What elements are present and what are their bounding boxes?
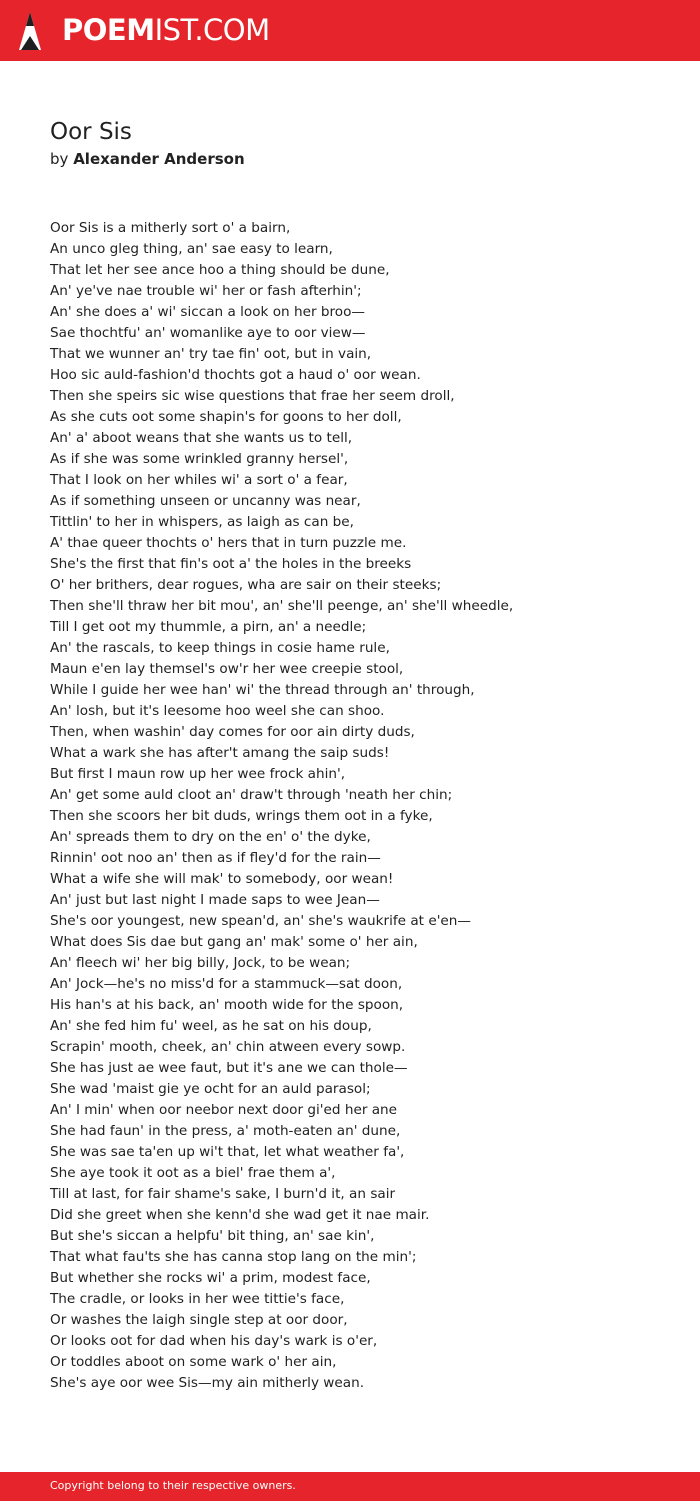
byline xyxy=(50,148,245,170)
poem-line: O' her brithers, dear rogues, wha are sair on their steeks; xyxy=(50,577,442,593)
poem-line: An' Jock—he's no miss'd for a stammuck—sat doon, xyxy=(50,976,403,992)
poem-line: An' a' aboot weans that she wants us to tell, xyxy=(50,430,353,446)
poem-line: Or looks oot for dad when his day's wark is o'er, xyxy=(50,1333,378,1349)
poem-line: Did she greet when she kenn'd she wad get it nae mair. xyxy=(50,1207,430,1223)
copyright-text: Copyright belong to their respective owners. xyxy=(50,1479,296,1492)
poem-line: Rinnin' oot noo an' then as if fley'd for the rain— xyxy=(50,850,381,866)
poem-title: Oor Sis xyxy=(50,119,132,145)
author-name: Alexander Anderson xyxy=(73,150,245,168)
poem-line: She wad 'maist gie ye ocht for an auld parasol; xyxy=(50,1081,371,1097)
poem-line: She had faun' in the press, a' moth-eaten an' dune, xyxy=(50,1123,401,1139)
poem-line: An' fleech wi' her big billy, Jock, to be wean; xyxy=(50,955,351,971)
poem-line: Then, when washin' day comes for oor ain dirty duds, xyxy=(50,724,415,740)
brand-bold: POEM xyxy=(62,13,155,47)
poem-line: While I guide her wee han' wi' the thread through an' through, xyxy=(50,682,475,698)
poem-line: A' thae queer thochts o' hers that in turn puzzle me. xyxy=(50,535,407,551)
poem-line: But whether she rocks wi' a prim, modest face, xyxy=(50,1270,371,1286)
poem-line: Maun e'en lay themsel's ow'r her wee creepie stool, xyxy=(50,661,404,677)
poem-line: Oor Sis is a mitherly sort o' a bairn, xyxy=(50,220,291,236)
poem-line: As if something unseen or uncanny was near, xyxy=(50,493,361,509)
by-label: by xyxy=(50,150,69,168)
poem-line: She's oor youngest, new spean'd, an' she's waukrife at e'en— xyxy=(50,913,472,929)
poem-line: She aye took it oot as a biel' frae them a', xyxy=(50,1165,336,1181)
poem-line: She was sae ta'en up wi't that, let what weather fa', xyxy=(50,1144,405,1160)
poem-line: An' the rascals, to keep things in cosie hame rule, xyxy=(50,640,390,656)
pencil-tip-icon xyxy=(17,10,43,52)
poem-line: What a wark she has after't amang the saip suds! xyxy=(50,745,390,761)
poem-line: Then she speirs sic wise questions that frae her seem droll, xyxy=(50,388,455,404)
poem-line: That we wunner an' try tae fin' oot, but in vain, xyxy=(50,346,372,362)
poem-line: Then she scoors her bit duds, wrings them oot in a fyke, xyxy=(50,808,433,824)
poem-line: Or washes the laigh single step at oor door, xyxy=(50,1312,348,1328)
poem-line: His han's at his back, an' mooth wide for the spoon, xyxy=(50,997,404,1013)
poem-line: An unco gleg thing, an' sae easy to learn, xyxy=(50,241,333,257)
poem-line: Scrapin' mooth, cheek, an' chin atween every sowp. xyxy=(50,1039,406,1055)
poem-line: Then she'll thraw her bit mou', an' she'll peenge, an' she'll wheedle, xyxy=(50,598,514,614)
poem-line: She has just ae wee faut, but it's ane we can thole— xyxy=(50,1060,408,1076)
poem-line: But she's siccan a helpfu' bit thing, an' sae kin', xyxy=(50,1228,375,1244)
site-footer xyxy=(0,1472,700,1501)
poem-line: That what fau'ts she has canna stop lang on the min'; xyxy=(50,1249,417,1265)
poem-line: What a wife she will mak' to somebody, oor wean! xyxy=(50,871,394,887)
poem-line: She's the first that fin's oot a' the holes in the breeks xyxy=(50,556,412,572)
poem-line: As if she was some wrinkled granny hersel', xyxy=(50,451,349,467)
poem-line: The cradle, or looks in her wee tittie's face, xyxy=(50,1291,345,1307)
poem-line: An' just but last night I made saps to wee Jean— xyxy=(50,892,380,908)
site-logo-link[interactable] xyxy=(62,11,270,49)
poem-line: An' get some auld cloot an' draw't through 'neath her chin; xyxy=(50,787,453,803)
poem-line: Hoo sic auld-fashion'd thochts got a haud o' oor wean. xyxy=(50,367,421,383)
poem-line: She's aye oor wee Sis—my ain mitherly wean. xyxy=(50,1375,365,1391)
poem-line: An' ye've nae trouble wi' her or fash afterhin'; xyxy=(50,283,362,299)
poem-line: An' she does a' wi' siccan a look on her broo— xyxy=(50,304,366,320)
poem-line: An' she fed him fu' weel, as he sat on his doup, xyxy=(50,1018,372,1034)
poem-line: What does Sis dae but gang an' mak' some o' her ain, xyxy=(50,934,418,950)
poem-line: Till at last, for fair shame's sake, I burn'd it, an sair xyxy=(50,1186,396,1202)
poem-line: That I look on her whiles wi' a sort o' a fear, xyxy=(50,472,348,488)
poem-line: Till I get oot my thummle, a pirn, an' a needle; xyxy=(50,619,367,635)
brand-light: IST.COM xyxy=(154,13,270,47)
poem-line: But first I maun row up her wee frock ahin', xyxy=(50,766,346,782)
poem-line: An' losh, but it's leesome hoo weel she can shoo. xyxy=(50,703,385,719)
poem-line: As she cuts oot some shapin's for goons to her doll, xyxy=(50,409,402,425)
poem-line: Tittlin' to her in whispers, as laigh as can be, xyxy=(50,514,354,530)
poem-line: Sae thochtfu' an' womanlike aye to oor view— xyxy=(50,325,366,341)
poem-body xyxy=(50,218,670,1394)
poem-line: That let her see ance hoo a thing should be dune, xyxy=(50,262,390,278)
site-header xyxy=(0,0,700,61)
poem-line: An' spreads them to dry on the en' o' the dyke, xyxy=(50,829,371,845)
poem-line: An' I min' when oor neebor next door gi'ed her ane xyxy=(50,1102,398,1118)
poem-line: Or toddles aboot on some wark o' her ain, xyxy=(50,1354,337,1370)
